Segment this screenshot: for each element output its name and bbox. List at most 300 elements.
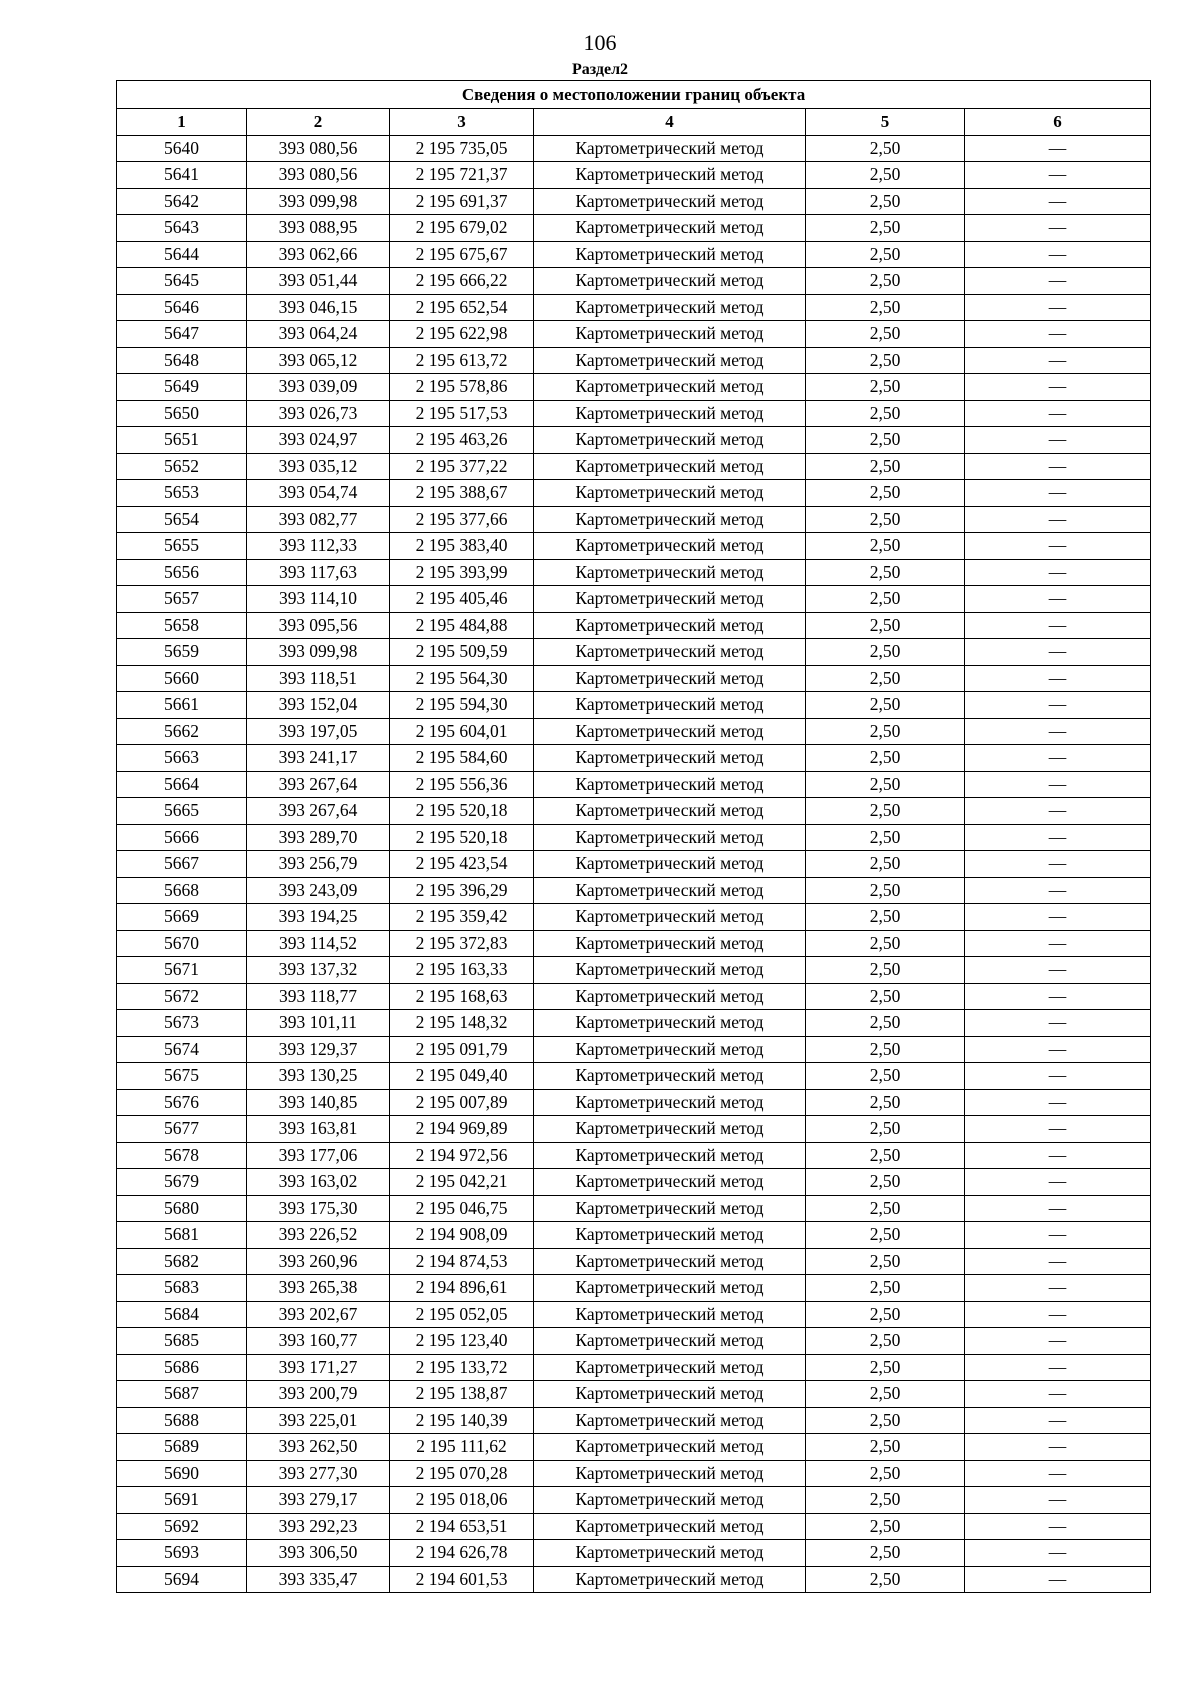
x-coordinate-cell: 393 171,27 — [247, 1354, 390, 1381]
accuracy-cell: 2,50 — [806, 877, 965, 904]
accuracy-cell: 2,50 — [806, 957, 965, 984]
description-cell: — — [965, 1248, 1151, 1275]
description-cell: — — [965, 930, 1151, 957]
table-row — [117, 1328, 1151, 1355]
y-coordinate-cell: 2 195 578,86 — [390, 374, 534, 401]
method-cell: Картометрический метод — [534, 851, 806, 878]
table-row — [117, 135, 1151, 162]
x-coordinate-cell: 393 054,74 — [247, 480, 390, 507]
x-coordinate-cell: 393 117,63 — [247, 559, 390, 586]
column-number: 4 — [534, 109, 806, 136]
x-coordinate-cell: 393 200,79 — [247, 1381, 390, 1408]
point-number-cell: 5680 — [117, 1195, 247, 1222]
table-row — [117, 1036, 1151, 1063]
table-row — [117, 745, 1151, 772]
description-cell: — — [965, 904, 1151, 931]
x-coordinate-cell: 393 202,67 — [247, 1301, 390, 1328]
y-coordinate-cell: 2 195 383,40 — [390, 533, 534, 560]
method-cell: Картометрический метод — [534, 1169, 806, 1196]
y-coordinate-cell: 2 195 372,83 — [390, 930, 534, 957]
point-number-cell: 5657 — [117, 586, 247, 613]
point-number-cell: 5645 — [117, 268, 247, 295]
accuracy-cell: 2,50 — [806, 1063, 965, 1090]
accuracy-cell: 2,50 — [806, 639, 965, 666]
point-number-cell: 5687 — [117, 1381, 247, 1408]
description-cell: — — [965, 665, 1151, 692]
x-coordinate-cell: 393 118,51 — [247, 665, 390, 692]
method-cell: Картометрический метод — [534, 1222, 806, 1249]
accuracy-cell: 2,50 — [806, 241, 965, 268]
point-number-cell: 5679 — [117, 1169, 247, 1196]
description-cell: — — [965, 241, 1151, 268]
method-cell: Картометрический метод — [534, 268, 806, 295]
y-coordinate-cell: 2 195 463,26 — [390, 427, 534, 454]
accuracy-cell: 2,50 — [806, 1195, 965, 1222]
table-row — [117, 188, 1151, 215]
y-coordinate-cell: 2 194 601,53 — [390, 1566, 534, 1593]
point-number-cell: 5668 — [117, 877, 247, 904]
description-cell: — — [965, 427, 1151, 454]
description-cell: — — [965, 1487, 1151, 1514]
method-cell: Картометрический метод — [534, 877, 806, 904]
point-number-cell: 5676 — [117, 1089, 247, 1116]
point-number-cell: 5670 — [117, 930, 247, 957]
method-cell: Картометрический метод — [534, 427, 806, 454]
table-row — [117, 400, 1151, 427]
accuracy-cell: 2,50 — [806, 321, 965, 348]
accuracy-cell: 2,50 — [806, 771, 965, 798]
y-coordinate-cell: 2 195 517,53 — [390, 400, 534, 427]
table-row — [117, 1434, 1151, 1461]
x-coordinate-cell: 393 177,06 — [247, 1142, 390, 1169]
table-row — [117, 321, 1151, 348]
point-number-cell: 5641 — [117, 162, 247, 189]
y-coordinate-cell: 2 195 721,37 — [390, 162, 534, 189]
description-cell: — — [965, 771, 1151, 798]
method-cell: Картометрический метод — [534, 1460, 806, 1487]
description-cell: — — [965, 586, 1151, 613]
x-coordinate-cell: 393 112,33 — [247, 533, 390, 560]
y-coordinate-cell: 2 195 509,59 — [390, 639, 534, 666]
x-coordinate-cell: 393 130,25 — [247, 1063, 390, 1090]
x-coordinate-cell: 393 035,12 — [247, 453, 390, 480]
point-number-cell: 5677 — [117, 1116, 247, 1143]
x-coordinate-cell: 393 062,66 — [247, 241, 390, 268]
accuracy-cell: 2,50 — [806, 559, 965, 586]
point-number-cell: 5685 — [117, 1328, 247, 1355]
table-row — [117, 1301, 1151, 1328]
method-cell: Картометрический метод — [534, 957, 806, 984]
method-cell: Картометрический метод — [534, 798, 806, 825]
y-coordinate-cell: 2 195 423,54 — [390, 851, 534, 878]
accuracy-cell: 2,50 — [806, 1513, 965, 1540]
accuracy-cell: 2,50 — [806, 294, 965, 321]
description-cell: — — [965, 745, 1151, 772]
table-row — [117, 374, 1151, 401]
description-cell: — — [965, 1354, 1151, 1381]
point-number-cell: 5666 — [117, 824, 247, 851]
accuracy-cell: 2,50 — [806, 1407, 965, 1434]
accuracy-cell: 2,50 — [806, 718, 965, 745]
table-row — [117, 1010, 1151, 1037]
description-cell: — — [965, 1540, 1151, 1567]
x-coordinate-cell: 393 065,12 — [247, 347, 390, 374]
method-cell: Картометрический метод — [534, 692, 806, 719]
point-number-cell: 5686 — [117, 1354, 247, 1381]
x-coordinate-cell: 393 024,97 — [247, 427, 390, 454]
x-coordinate-cell: 393 226,52 — [247, 1222, 390, 1249]
point-number-cell: 5658 — [117, 612, 247, 639]
description-cell: — — [965, 321, 1151, 348]
table-row — [117, 771, 1151, 798]
y-coordinate-cell: 2 195 133,72 — [390, 1354, 534, 1381]
description-cell: — — [965, 798, 1151, 825]
table-row — [117, 665, 1151, 692]
description-cell: — — [965, 957, 1151, 984]
accuracy-cell: 2,50 — [806, 400, 965, 427]
method-cell: Картометрический метод — [534, 533, 806, 560]
description-cell: — — [965, 215, 1151, 242]
x-coordinate-cell: 393 163,81 — [247, 1116, 390, 1143]
accuracy-cell: 2,50 — [806, 1142, 965, 1169]
point-number-cell: 5654 — [117, 506, 247, 533]
method-cell: Картометрический метод — [534, 506, 806, 533]
method-cell: Картометрический метод — [534, 1513, 806, 1540]
y-coordinate-cell: 2 195 042,21 — [390, 1169, 534, 1196]
x-coordinate-cell: 393 279,17 — [247, 1487, 390, 1514]
point-number-cell: 5683 — [117, 1275, 247, 1302]
table-row — [117, 851, 1151, 878]
column-number: 3 — [390, 109, 534, 136]
description-cell: — — [965, 400, 1151, 427]
table-row — [117, 1089, 1151, 1116]
description-cell: — — [965, 1407, 1151, 1434]
point-number-cell: 5694 — [117, 1566, 247, 1593]
x-coordinate-cell: 393 026,73 — [247, 400, 390, 427]
accuracy-cell: 2,50 — [806, 1460, 965, 1487]
method-cell: Картометрический метод — [534, 1275, 806, 1302]
y-coordinate-cell: 2 195 148,32 — [390, 1010, 534, 1037]
table-row — [117, 904, 1151, 931]
accuracy-cell: 2,50 — [806, 586, 965, 613]
y-coordinate-cell: 2 195 377,66 — [390, 506, 534, 533]
x-coordinate-cell: 393 175,30 — [247, 1195, 390, 1222]
column-number: 1 — [117, 109, 247, 136]
accuracy-cell: 2,50 — [806, 135, 965, 162]
y-coordinate-cell: 2 195 377,22 — [390, 453, 534, 480]
description-cell: — — [965, 692, 1151, 719]
description-cell: — — [965, 824, 1151, 851]
x-coordinate-cell: 393 137,32 — [247, 957, 390, 984]
description-cell: — — [965, 480, 1151, 507]
point-number-cell: 5648 — [117, 347, 247, 374]
table-row — [117, 1195, 1151, 1222]
y-coordinate-cell: 2 194 969,89 — [390, 1116, 534, 1143]
y-coordinate-cell: 2 195 049,40 — [390, 1063, 534, 1090]
x-coordinate-cell: 393 160,77 — [247, 1328, 390, 1355]
y-coordinate-cell: 2 195 675,67 — [390, 241, 534, 268]
point-number-cell: 5681 — [117, 1222, 247, 1249]
point-number-cell: 5644 — [117, 241, 247, 268]
method-cell: Картометрический метод — [534, 241, 806, 268]
method-cell: Картометрический метод — [534, 586, 806, 613]
point-number-cell: 5673 — [117, 1010, 247, 1037]
y-coordinate-cell: 2 195 091,79 — [390, 1036, 534, 1063]
description-cell: — — [965, 1301, 1151, 1328]
point-number-cell: 5649 — [117, 374, 247, 401]
method-cell: Картометрический метод — [534, 347, 806, 374]
table-row — [117, 162, 1151, 189]
y-coordinate-cell: 2 195 396,29 — [390, 877, 534, 904]
table-row — [117, 692, 1151, 719]
method-cell: Картометрический метод — [534, 321, 806, 348]
point-number-cell: 5671 — [117, 957, 247, 984]
description-cell: — — [965, 506, 1151, 533]
method-cell: Картометрический метод — [534, 1301, 806, 1328]
point-number-cell: 5643 — [117, 215, 247, 242]
method-cell: Картометрический метод — [534, 771, 806, 798]
method-cell: Картометрический метод — [534, 930, 806, 957]
description-cell: — — [965, 188, 1151, 215]
accuracy-cell: 2,50 — [806, 798, 965, 825]
point-number-cell: 5684 — [117, 1301, 247, 1328]
table-row — [117, 1460, 1151, 1487]
point-number-cell: 5652 — [117, 453, 247, 480]
x-coordinate-cell: 393 256,79 — [247, 851, 390, 878]
x-coordinate-cell: 393 064,24 — [247, 321, 390, 348]
accuracy-cell: 2,50 — [806, 692, 965, 719]
method-cell: Картометрический метод — [534, 1381, 806, 1408]
description-cell: — — [965, 1566, 1151, 1593]
y-coordinate-cell: 2 194 908,09 — [390, 1222, 534, 1249]
description-cell: — — [965, 1036, 1151, 1063]
method-cell: Картометрический метод — [534, 1010, 806, 1037]
y-coordinate-cell: 2 195 613,72 — [390, 347, 534, 374]
point-number-cell: 5693 — [117, 1540, 247, 1567]
accuracy-cell: 2,50 — [806, 851, 965, 878]
accuracy-cell: 2,50 — [806, 1036, 965, 1063]
table-row — [117, 453, 1151, 480]
accuracy-cell: 2,50 — [806, 1434, 965, 1461]
point-number-cell: 5656 — [117, 559, 247, 586]
table-row — [117, 1540, 1151, 1567]
point-number-cell: 5672 — [117, 983, 247, 1010]
x-coordinate-cell: 393 277,30 — [247, 1460, 390, 1487]
x-coordinate-cell: 393 267,64 — [247, 771, 390, 798]
accuracy-cell: 2,50 — [806, 665, 965, 692]
table-row — [117, 1142, 1151, 1169]
point-number-cell: 5690 — [117, 1460, 247, 1487]
column-number: 5 — [806, 109, 965, 136]
boundary-coordinates-table — [116, 80, 1151, 1593]
x-coordinate-cell: 393 152,04 — [247, 692, 390, 719]
table-row — [117, 1513, 1151, 1540]
y-coordinate-cell: 2 194 653,51 — [390, 1513, 534, 1540]
method-cell: Картометрический метод — [534, 1195, 806, 1222]
table-row — [117, 1487, 1151, 1514]
table-row — [117, 1169, 1151, 1196]
table-row — [117, 586, 1151, 613]
description-cell: — — [965, 1116, 1151, 1143]
x-coordinate-cell: 393 306,50 — [247, 1540, 390, 1567]
accuracy-cell: 2,50 — [806, 453, 965, 480]
accuracy-cell: 2,50 — [806, 1116, 965, 1143]
method-cell: Картометрический метод — [534, 400, 806, 427]
table-row — [117, 294, 1151, 321]
point-number-cell: 5691 — [117, 1487, 247, 1514]
x-coordinate-cell: 393 114,52 — [247, 930, 390, 957]
method-cell: Картометрический метод — [534, 374, 806, 401]
method-cell: Картометрический метод — [534, 1248, 806, 1275]
table-row — [117, 506, 1151, 533]
table-row — [117, 824, 1151, 851]
table-row — [117, 1381, 1151, 1408]
y-coordinate-cell: 2 195 405,46 — [390, 586, 534, 613]
point-number-cell: 5653 — [117, 480, 247, 507]
description-cell: — — [965, 1010, 1151, 1037]
method-cell: Картометрический метод — [534, 215, 806, 242]
description-cell: — — [965, 851, 1151, 878]
y-coordinate-cell: 2 195 359,42 — [390, 904, 534, 931]
description-cell: — — [965, 1195, 1151, 1222]
description-cell: — — [965, 453, 1151, 480]
table-row — [117, 1248, 1151, 1275]
x-coordinate-cell: 393 243,09 — [247, 877, 390, 904]
y-coordinate-cell: 2 195 484,88 — [390, 612, 534, 639]
method-cell: Картометрический метод — [534, 1063, 806, 1090]
column-number: 6 — [965, 109, 1151, 136]
y-coordinate-cell: 2 195 168,63 — [390, 983, 534, 1010]
table-row — [117, 215, 1151, 242]
accuracy-cell: 2,50 — [806, 930, 965, 957]
table-row — [117, 1275, 1151, 1302]
method-cell: Картометрический метод — [534, 1142, 806, 1169]
method-cell: Картометрический метод — [534, 188, 806, 215]
y-coordinate-cell: 2 195 652,54 — [390, 294, 534, 321]
table-row — [117, 930, 1151, 957]
accuracy-cell: 2,50 — [806, 1248, 965, 1275]
y-coordinate-cell: 2 195 070,28 — [390, 1460, 534, 1487]
point-number-cell: 5675 — [117, 1063, 247, 1090]
x-coordinate-cell: 393 265,38 — [247, 1275, 390, 1302]
point-number-cell: 5651 — [117, 427, 247, 454]
column-number: 2 — [247, 109, 390, 136]
table-row — [117, 559, 1151, 586]
method-cell: Картометрический метод — [534, 135, 806, 162]
x-coordinate-cell: 393 163,02 — [247, 1169, 390, 1196]
description-cell: — — [965, 559, 1151, 586]
accuracy-cell: 2,50 — [806, 1089, 965, 1116]
table-row — [117, 877, 1151, 904]
accuracy-cell: 2,50 — [806, 427, 965, 454]
method-cell: Картометрический метод — [534, 745, 806, 772]
y-coordinate-cell: 2 195 604,01 — [390, 718, 534, 745]
description-cell: — — [965, 1434, 1151, 1461]
method-cell: Картометрический метод — [534, 1116, 806, 1143]
y-coordinate-cell: 2 195 138,87 — [390, 1381, 534, 1408]
y-coordinate-cell: 2 195 691,37 — [390, 188, 534, 215]
accuracy-cell: 2,50 — [806, 1566, 965, 1593]
accuracy-cell: 2,50 — [806, 533, 965, 560]
x-coordinate-cell: 393 080,56 — [247, 135, 390, 162]
point-number-cell: 5665 — [117, 798, 247, 825]
y-coordinate-cell: 2 195 111,62 — [390, 1434, 534, 1461]
point-number-cell: 5674 — [117, 1036, 247, 1063]
accuracy-cell: 2,50 — [806, 1540, 965, 1567]
y-coordinate-cell: 2 195 123,40 — [390, 1328, 534, 1355]
x-coordinate-cell: 393 335,47 — [247, 1566, 390, 1593]
description-cell: — — [965, 718, 1151, 745]
y-coordinate-cell: 2 195 520,18 — [390, 824, 534, 851]
x-coordinate-cell: 393 099,98 — [247, 639, 390, 666]
point-number-cell: 5663 — [117, 745, 247, 772]
y-coordinate-cell: 2 195 007,89 — [390, 1089, 534, 1116]
method-cell: Картометрический метод — [534, 1487, 806, 1514]
accuracy-cell: 2,50 — [806, 506, 965, 533]
method-cell: Картометрический метод — [534, 983, 806, 1010]
method-cell: Картометрический метод — [534, 612, 806, 639]
point-number-cell: 5689 — [117, 1434, 247, 1461]
y-coordinate-cell: 2 195 622,98 — [390, 321, 534, 348]
method-cell: Картометрический метод — [534, 1328, 806, 1355]
table-row — [117, 533, 1151, 560]
accuracy-cell: 2,50 — [806, 1381, 965, 1408]
accuracy-cell: 2,50 — [806, 612, 965, 639]
method-cell: Картометрический метод — [534, 1434, 806, 1461]
x-coordinate-cell: 393 129,37 — [247, 1036, 390, 1063]
table-row — [117, 983, 1151, 1010]
point-number-cell: 5688 — [117, 1407, 247, 1434]
y-coordinate-cell: 2 194 626,78 — [390, 1540, 534, 1567]
table-body — [117, 135, 1151, 1593]
accuracy-cell: 2,50 — [806, 1275, 965, 1302]
accuracy-cell: 2,50 — [806, 268, 965, 295]
point-number-cell: 5647 — [117, 321, 247, 348]
accuracy-cell: 2,50 — [806, 188, 965, 215]
y-coordinate-cell: 2 195 018,06 — [390, 1487, 534, 1514]
method-cell: Картометрический метод — [534, 904, 806, 931]
x-coordinate-cell: 393 267,64 — [247, 798, 390, 825]
description-cell: — — [965, 1222, 1151, 1249]
description-cell: — — [965, 1142, 1151, 1169]
point-number-cell: 5650 — [117, 400, 247, 427]
x-coordinate-cell: 393 260,96 — [247, 1248, 390, 1275]
table-row — [117, 612, 1151, 639]
x-coordinate-cell: 393 289,70 — [247, 824, 390, 851]
description-cell: — — [965, 1275, 1151, 1302]
accuracy-cell: 2,50 — [806, 1222, 965, 1249]
method-cell: Картометрический метод — [534, 665, 806, 692]
accuracy-cell: 2,50 — [806, 904, 965, 931]
description-cell: — — [965, 268, 1151, 295]
point-number-cell: 5692 — [117, 1513, 247, 1540]
method-cell: Картометрический метод — [534, 718, 806, 745]
point-number-cell: 5669 — [117, 904, 247, 931]
table-row — [117, 1116, 1151, 1143]
x-coordinate-cell: 393 099,98 — [247, 188, 390, 215]
y-coordinate-cell: 2 194 972,56 — [390, 1142, 534, 1169]
y-coordinate-cell: 2 195 564,30 — [390, 665, 534, 692]
point-number-cell: 5662 — [117, 718, 247, 745]
description-cell: — — [965, 1460, 1151, 1487]
page-number: 106 — [583, 30, 617, 55]
point-number-cell: 5640 — [117, 135, 247, 162]
table-row — [117, 718, 1151, 745]
y-coordinate-cell: 2 195 046,75 — [390, 1195, 534, 1222]
y-coordinate-cell: 2 195 388,67 — [390, 480, 534, 507]
point-number-cell: 5678 — [117, 1142, 247, 1169]
x-coordinate-cell: 393 051,44 — [247, 268, 390, 295]
